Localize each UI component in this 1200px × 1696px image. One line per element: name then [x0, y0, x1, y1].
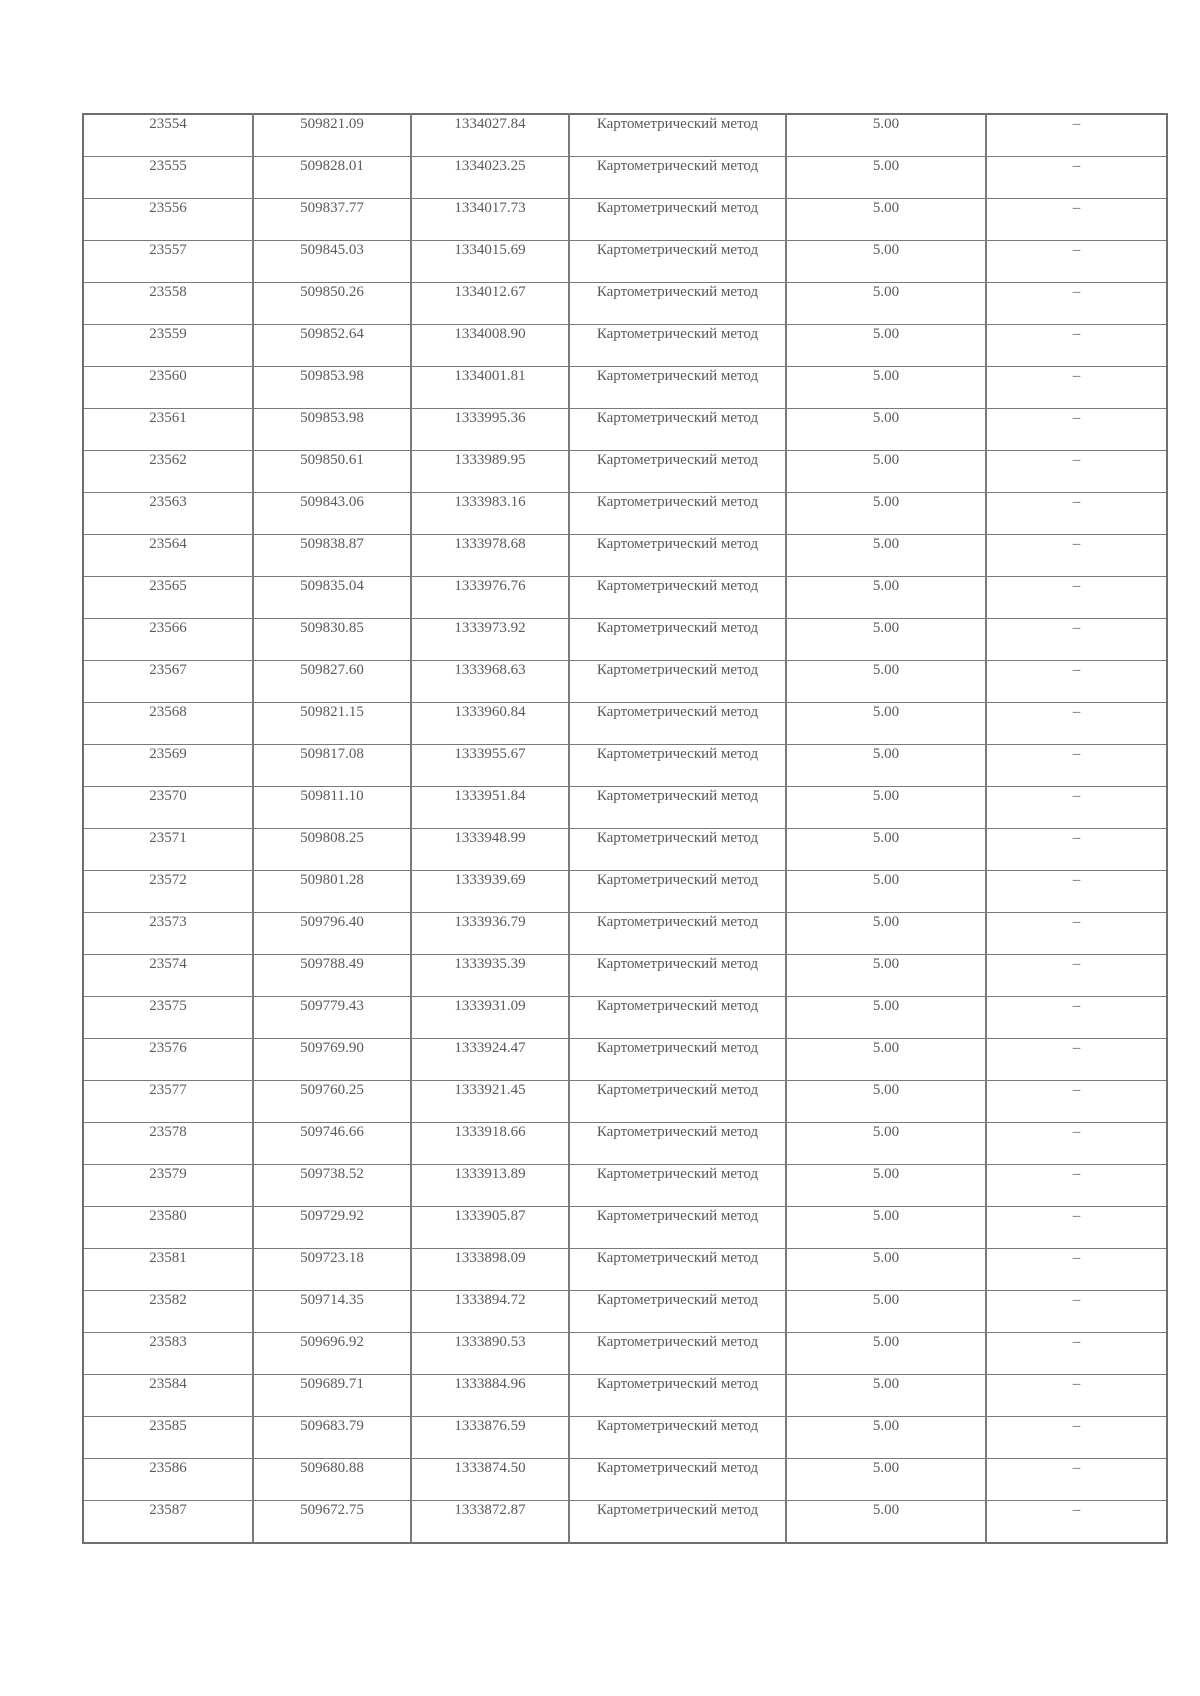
table-row: [83, 1123, 1167, 1165]
x-coordinate-cell: 509729.92: [253, 1207, 411, 1249]
y-coordinate-cell: 1333995.36: [411, 409, 569, 451]
y-coordinate-cell: 1333872.87: [411, 1501, 569, 1544]
accuracy-cell: 5.00: [786, 1375, 986, 1417]
x-coordinate-cell: 509843.06: [253, 493, 411, 535]
point-number-cell: 23574: [83, 955, 253, 997]
description-cell: –: [986, 114, 1167, 157]
description-cell: –: [986, 1165, 1167, 1207]
point-number-cell: 23554: [83, 114, 253, 157]
x-coordinate-cell: 509830.85: [253, 619, 411, 661]
coordinates-table: [82, 113, 1168, 1544]
y-coordinate-cell: 1333955.67: [411, 745, 569, 787]
point-number-cell: 23583: [83, 1333, 253, 1375]
point-number-cell: 23581: [83, 1249, 253, 1291]
y-coordinate-cell: 1333989.95: [411, 451, 569, 493]
x-coordinate-cell: 509714.35: [253, 1291, 411, 1333]
y-coordinate-cell: 1333894.72: [411, 1291, 569, 1333]
method-cell: Картометрический метод: [569, 451, 786, 493]
method-cell: Картометрический метод: [569, 1291, 786, 1333]
table-row: [83, 1333, 1167, 1375]
table-row: [83, 493, 1167, 535]
x-coordinate-cell: 509821.09: [253, 114, 411, 157]
description-cell: –: [986, 367, 1167, 409]
point-number-cell: 23578: [83, 1123, 253, 1165]
point-number-cell: 23560: [83, 367, 253, 409]
point-number-cell: 23582: [83, 1291, 253, 1333]
y-coordinate-cell: 1333983.16: [411, 493, 569, 535]
x-coordinate-cell: 509850.26: [253, 283, 411, 325]
accuracy-cell: 5.00: [786, 913, 986, 955]
description-cell: –: [986, 829, 1167, 871]
table-row: [83, 913, 1167, 955]
table-row: [83, 1081, 1167, 1123]
method-cell: Картометрический метод: [569, 871, 786, 913]
description-cell: –: [986, 871, 1167, 913]
x-coordinate-cell: 509672.75: [253, 1501, 411, 1544]
description-cell: –: [986, 1081, 1167, 1123]
method-cell: Картометрический метод: [569, 325, 786, 367]
point-number-cell: 23587: [83, 1501, 253, 1544]
accuracy-cell: 5.00: [786, 703, 986, 745]
point-number-cell: 23580: [83, 1207, 253, 1249]
method-cell: Картометрический метод: [569, 1039, 786, 1081]
accuracy-cell: 5.00: [786, 661, 986, 703]
y-coordinate-cell: 1333898.09: [411, 1249, 569, 1291]
point-number-cell: 23584: [83, 1375, 253, 1417]
accuracy-cell: 5.00: [786, 1123, 986, 1165]
description-cell: –: [986, 955, 1167, 997]
method-cell: Картометрический метод: [569, 157, 786, 199]
y-coordinate-cell: 1333918.66: [411, 1123, 569, 1165]
point-number-cell: 23585: [83, 1417, 253, 1459]
accuracy-cell: 5.00: [786, 1291, 986, 1333]
method-cell: Картометрический метод: [569, 745, 786, 787]
y-coordinate-cell: 1333924.47: [411, 1039, 569, 1081]
description-cell: –: [986, 1375, 1167, 1417]
method-cell: Картометрический метод: [569, 367, 786, 409]
method-cell: Картометрический метод: [569, 241, 786, 283]
description-cell: –: [986, 619, 1167, 661]
description-cell: –: [986, 1249, 1167, 1291]
description-cell: –: [986, 451, 1167, 493]
x-coordinate-cell: 509811.10: [253, 787, 411, 829]
x-coordinate-cell: 509827.60: [253, 661, 411, 703]
method-cell: Картометрический метод: [569, 283, 786, 325]
description-cell: –: [986, 199, 1167, 241]
point-number-cell: 23571: [83, 829, 253, 871]
accuracy-cell: 5.00: [786, 787, 986, 829]
method-cell: Картометрический метод: [569, 409, 786, 451]
x-coordinate-cell: 509738.52: [253, 1165, 411, 1207]
accuracy-cell: 5.00: [786, 241, 986, 283]
accuracy-cell: 5.00: [786, 997, 986, 1039]
table-row: [83, 955, 1167, 997]
method-cell: Картометрический метод: [569, 1417, 786, 1459]
point-number-cell: 23567: [83, 661, 253, 703]
y-coordinate-cell: 1333960.84: [411, 703, 569, 745]
description-cell: –: [986, 1501, 1167, 1544]
description-cell: –: [986, 157, 1167, 199]
y-coordinate-cell: 1333884.96: [411, 1375, 569, 1417]
description-cell: –: [986, 241, 1167, 283]
table-row: [83, 283, 1167, 325]
y-coordinate-cell: 1333931.09: [411, 997, 569, 1039]
y-coordinate-cell: 1334012.67: [411, 283, 569, 325]
x-coordinate-cell: 509796.40: [253, 913, 411, 955]
accuracy-cell: 5.00: [786, 829, 986, 871]
method-cell: Картометрический метод: [569, 1081, 786, 1123]
x-coordinate-cell: 509852.64: [253, 325, 411, 367]
accuracy-cell: 5.00: [786, 409, 986, 451]
y-coordinate-cell: 1333976.76: [411, 577, 569, 619]
accuracy-cell: 5.00: [786, 199, 986, 241]
table-row: [83, 199, 1167, 241]
x-coordinate-cell: 509828.01: [253, 157, 411, 199]
x-coordinate-cell: 509696.92: [253, 1333, 411, 1375]
y-coordinate-cell: 1333935.39: [411, 955, 569, 997]
method-cell: Картометрический метод: [569, 703, 786, 745]
description-cell: –: [986, 1123, 1167, 1165]
accuracy-cell: 5.00: [786, 283, 986, 325]
description-cell: –: [986, 409, 1167, 451]
method-cell: Картометрический метод: [569, 1333, 786, 1375]
point-number-cell: 23566: [83, 619, 253, 661]
point-number-cell: 23586: [83, 1459, 253, 1501]
point-number-cell: 23565: [83, 577, 253, 619]
y-coordinate-cell: 1333913.89: [411, 1165, 569, 1207]
accuracy-cell: 5.00: [786, 619, 986, 661]
table-row: [83, 871, 1167, 913]
table-row: [83, 1207, 1167, 1249]
accuracy-cell: 5.00: [786, 157, 986, 199]
table-row: [83, 1249, 1167, 1291]
x-coordinate-cell: 509850.61: [253, 451, 411, 493]
table-row: [83, 661, 1167, 703]
x-coordinate-cell: 509808.25: [253, 829, 411, 871]
description-cell: –: [986, 661, 1167, 703]
accuracy-cell: 5.00: [786, 535, 986, 577]
description-cell: –: [986, 1039, 1167, 1081]
table-row: [83, 325, 1167, 367]
description-cell: –: [986, 1459, 1167, 1501]
accuracy-cell: 5.00: [786, 1081, 986, 1123]
table-row: [83, 1459, 1167, 1501]
table-row: [83, 157, 1167, 199]
point-number-cell: 23556: [83, 199, 253, 241]
y-coordinate-cell: 1333939.69: [411, 871, 569, 913]
table-row: [83, 114, 1167, 157]
table-row: [83, 1291, 1167, 1333]
accuracy-cell: 5.00: [786, 1165, 986, 1207]
point-number-cell: 23557: [83, 241, 253, 283]
point-number-cell: 23569: [83, 745, 253, 787]
table-row: [83, 1417, 1167, 1459]
point-number-cell: 23559: [83, 325, 253, 367]
method-cell: Картометрический метод: [569, 997, 786, 1039]
y-coordinate-cell: 1334001.81: [411, 367, 569, 409]
point-number-cell: 23570: [83, 787, 253, 829]
y-coordinate-cell: 1333948.99: [411, 829, 569, 871]
point-number-cell: 23579: [83, 1165, 253, 1207]
accuracy-cell: 5.00: [786, 1501, 986, 1544]
method-cell: Картометрический метод: [569, 619, 786, 661]
accuracy-cell: 5.00: [786, 367, 986, 409]
y-coordinate-cell: 1333874.50: [411, 1459, 569, 1501]
method-cell: Картометрический метод: [569, 913, 786, 955]
table-row: [83, 703, 1167, 745]
accuracy-cell: 5.00: [786, 577, 986, 619]
table-row: [83, 409, 1167, 451]
x-coordinate-cell: 509760.25: [253, 1081, 411, 1123]
method-cell: Картометрический метод: [569, 1459, 786, 1501]
point-number-cell: 23563: [83, 493, 253, 535]
x-coordinate-cell: 509853.98: [253, 367, 411, 409]
accuracy-cell: 5.00: [786, 745, 986, 787]
table-row: [83, 577, 1167, 619]
x-coordinate-cell: 509817.08: [253, 745, 411, 787]
accuracy-cell: 5.00: [786, 1207, 986, 1249]
accuracy-cell: 5.00: [786, 451, 986, 493]
point-number-cell: 23561: [83, 409, 253, 451]
x-coordinate-cell: 509853.98: [253, 409, 411, 451]
accuracy-cell: 5.00: [786, 1459, 986, 1501]
table-row: [83, 829, 1167, 871]
x-coordinate-cell: 509683.79: [253, 1417, 411, 1459]
table-row: [83, 1375, 1167, 1417]
point-number-cell: 23576: [83, 1039, 253, 1081]
method-cell: Картометрический метод: [569, 787, 786, 829]
description-cell: –: [986, 745, 1167, 787]
table-row: [83, 1501, 1167, 1544]
x-coordinate-cell: 509746.66: [253, 1123, 411, 1165]
table-row: [83, 997, 1167, 1039]
x-coordinate-cell: 509779.43: [253, 997, 411, 1039]
method-cell: Картометрический метод: [569, 1375, 786, 1417]
table-row: [83, 619, 1167, 661]
table-row: [83, 535, 1167, 577]
description-cell: –: [986, 703, 1167, 745]
description-cell: –: [986, 997, 1167, 1039]
accuracy-cell: 5.00: [786, 955, 986, 997]
point-number-cell: 23573: [83, 913, 253, 955]
y-coordinate-cell: 1333973.92: [411, 619, 569, 661]
accuracy-cell: 5.00: [786, 325, 986, 367]
y-coordinate-cell: 1334023.25: [411, 157, 569, 199]
method-cell: Картометрический метод: [569, 114, 786, 157]
point-number-cell: 23564: [83, 535, 253, 577]
method-cell: Картометрический метод: [569, 1165, 786, 1207]
method-cell: Картометрический метод: [569, 199, 786, 241]
description-cell: –: [986, 493, 1167, 535]
method-cell: Картометрический метод: [569, 829, 786, 871]
method-cell: Картометрический метод: [569, 1123, 786, 1165]
description-cell: –: [986, 1291, 1167, 1333]
y-coordinate-cell: 1333905.87: [411, 1207, 569, 1249]
table-row: [83, 241, 1167, 283]
table-row: [83, 745, 1167, 787]
y-coordinate-cell: 1333951.84: [411, 787, 569, 829]
point-number-cell: 23572: [83, 871, 253, 913]
method-cell: Картометрический метод: [569, 577, 786, 619]
y-coordinate-cell: 1333921.45: [411, 1081, 569, 1123]
x-coordinate-cell: 509821.15: [253, 703, 411, 745]
method-cell: Картометрический метод: [569, 535, 786, 577]
description-cell: –: [986, 283, 1167, 325]
description-cell: –: [986, 1207, 1167, 1249]
point-number-cell: 23568: [83, 703, 253, 745]
method-cell: Картометрический метод: [569, 1501, 786, 1544]
method-cell: Картометрический метод: [569, 661, 786, 703]
description-cell: –: [986, 577, 1167, 619]
x-coordinate-cell: 509769.90: [253, 1039, 411, 1081]
point-number-cell: 23558: [83, 283, 253, 325]
accuracy-cell: 5.00: [786, 871, 986, 913]
x-coordinate-cell: 509845.03: [253, 241, 411, 283]
point-number-cell: 23562: [83, 451, 253, 493]
x-coordinate-cell: 509788.49: [253, 955, 411, 997]
x-coordinate-cell: 509680.88: [253, 1459, 411, 1501]
method-cell: Картометрический метод: [569, 493, 786, 535]
table-row: [83, 1039, 1167, 1081]
accuracy-cell: 5.00: [786, 493, 986, 535]
y-coordinate-cell: 1333936.79: [411, 913, 569, 955]
x-coordinate-cell: 509689.71: [253, 1375, 411, 1417]
description-cell: –: [986, 1333, 1167, 1375]
accuracy-cell: 5.00: [786, 114, 986, 157]
method-cell: Картометрический метод: [569, 1249, 786, 1291]
method-cell: Картометрический метод: [569, 1207, 786, 1249]
y-coordinate-cell: 1334027.84: [411, 114, 569, 157]
x-coordinate-cell: 509801.28: [253, 871, 411, 913]
description-cell: –: [986, 913, 1167, 955]
x-coordinate-cell: 509835.04: [253, 577, 411, 619]
accuracy-cell: 5.00: [786, 1417, 986, 1459]
x-coordinate-cell: 509838.87: [253, 535, 411, 577]
y-coordinate-cell: 1333968.63: [411, 661, 569, 703]
table-row: [83, 1165, 1167, 1207]
point-number-cell: 23577: [83, 1081, 253, 1123]
accuracy-cell: 5.00: [786, 1249, 986, 1291]
y-coordinate-cell: 1333978.68: [411, 535, 569, 577]
accuracy-cell: 5.00: [786, 1333, 986, 1375]
method-cell: Картометрический метод: [569, 955, 786, 997]
point-number-cell: 23555: [83, 157, 253, 199]
y-coordinate-cell: 1333890.53: [411, 1333, 569, 1375]
accuracy-cell: 5.00: [786, 1039, 986, 1081]
description-cell: –: [986, 787, 1167, 829]
table-row: [83, 787, 1167, 829]
y-coordinate-cell: 1334017.73: [411, 199, 569, 241]
y-coordinate-cell: 1333876.59: [411, 1417, 569, 1459]
description-cell: –: [986, 535, 1167, 577]
y-coordinate-cell: 1334015.69: [411, 241, 569, 283]
table-row: [83, 451, 1167, 493]
x-coordinate-cell: 509723.18: [253, 1249, 411, 1291]
x-coordinate-cell: 509837.77: [253, 199, 411, 241]
description-cell: –: [986, 1417, 1167, 1459]
point-number-cell: 23575: [83, 997, 253, 1039]
coordinates-table-body: [83, 114, 1167, 1543]
table-row: [83, 367, 1167, 409]
y-coordinate-cell: 1334008.90: [411, 325, 569, 367]
description-cell: –: [986, 325, 1167, 367]
